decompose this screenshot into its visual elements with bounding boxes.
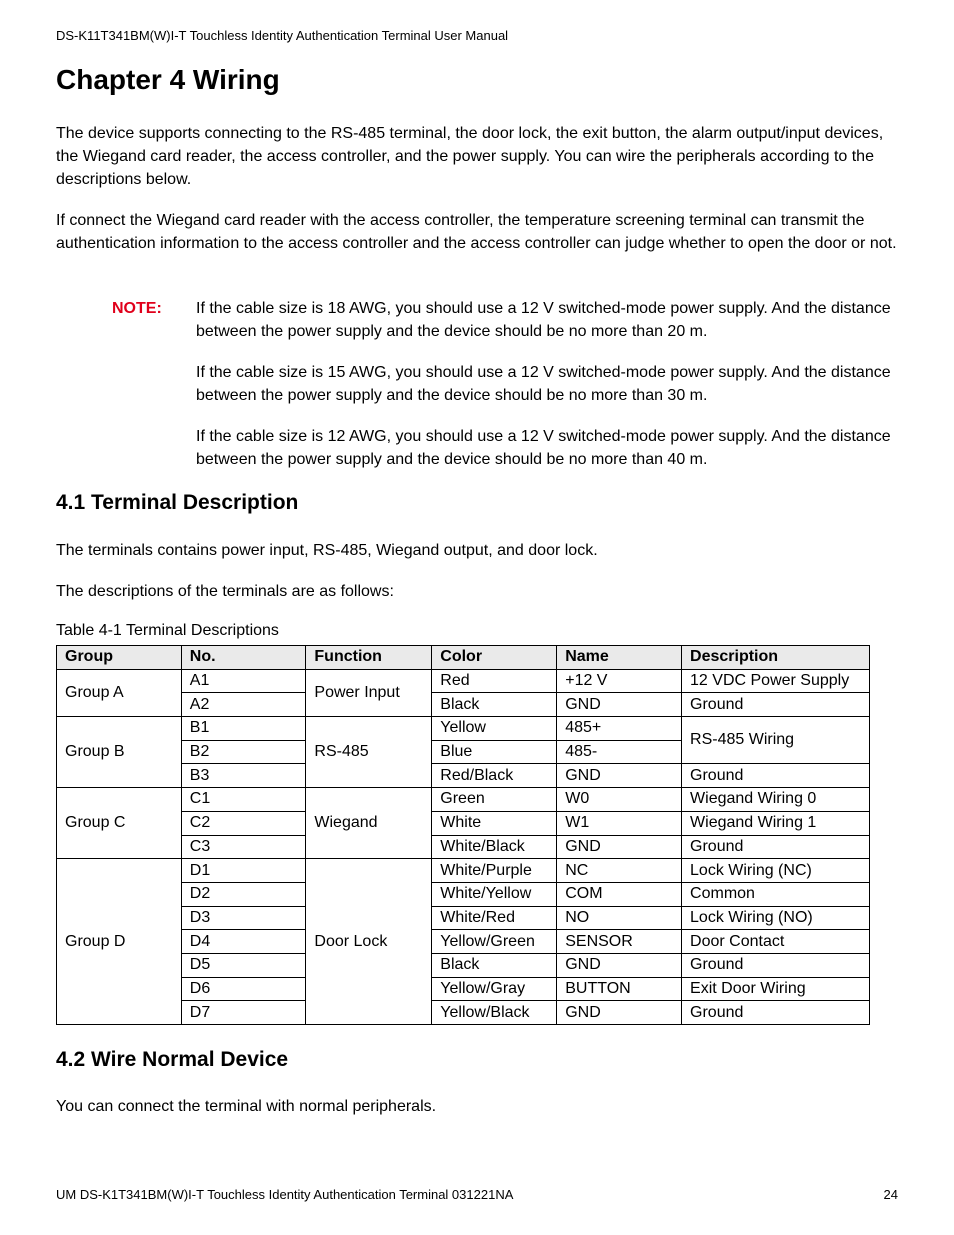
color-cell: White (432, 811, 557, 835)
name-cell: W1 (557, 811, 682, 835)
color-cell: White/Yellow (432, 882, 557, 906)
page-footer (56, 1187, 898, 1202)
table-caption: Table 4-1 Terminal Descriptions (56, 622, 279, 639)
table-row (57, 859, 870, 883)
description-cell: Lock Wiring (NC) (682, 859, 870, 883)
table-header-row (57, 646, 870, 670)
header-color: Color (432, 646, 557, 670)
description-cell: Ground (682, 693, 870, 717)
description-cell: Exit Door Wiring (682, 977, 870, 1001)
name-cell: +12 V (557, 669, 682, 693)
description-cell: Ground (682, 953, 870, 977)
name-cell: 485+ (557, 717, 682, 741)
no-cell: D1 (181, 859, 306, 883)
color-cell: Black (432, 953, 557, 977)
name-cell: COM (557, 882, 682, 906)
no-cell: D3 (181, 906, 306, 930)
color-cell: Yellow/Black (432, 1001, 557, 1025)
color-cell: Black (432, 693, 557, 717)
function-cell: Door Lock (306, 859, 432, 1025)
description-cell: RS-485 Wiring (682, 717, 870, 764)
name-cell: NC (557, 859, 682, 883)
header-name: Name (557, 646, 682, 670)
no-cell: A2 (181, 693, 306, 717)
header-group: Group (57, 646, 182, 670)
function-cell: Wiegand (306, 788, 432, 859)
description-cell: 12 VDC Power Supply (682, 669, 870, 693)
header-no: No. (181, 646, 306, 670)
no-cell: B1 (181, 717, 306, 741)
wire-normal-paragraph: You can connect the terminal with normal peripherals. (56, 1098, 437, 1115)
section-title-terminal-description: 4.1 Terminal Description (56, 491, 299, 514)
color-cell: Blue (432, 740, 557, 764)
name-cell: SENSOR (557, 930, 682, 954)
description-cell: Common (682, 882, 870, 906)
footer-text: UM DS-K1T341BM(W)I-T Touchless Identity Authentication Terminal 031221NA (56, 1187, 514, 1202)
color-cell: Yellow (432, 717, 557, 741)
terminal-paragraph-1: The terminals contains power input, RS-485, Wiegand output, and door lock. (56, 542, 598, 559)
no-cell: C1 (181, 788, 306, 812)
description-cell: Wiegand Wiring 0 (682, 788, 870, 812)
table-row (57, 717, 870, 741)
description-cell: Ground (682, 1001, 870, 1025)
group-cell: Group B (57, 717, 182, 788)
description-cell: Wiegand Wiring 1 (682, 811, 870, 835)
description-cell: Lock Wiring (NO) (682, 906, 870, 930)
name-cell: W0 (557, 788, 682, 812)
color-cell: White/Purple (432, 859, 557, 883)
color-cell: White/Red (432, 906, 557, 930)
name-cell: GND (557, 764, 682, 788)
no-cell: B2 (181, 740, 306, 764)
color-cell: Yellow/Gray (432, 977, 557, 1001)
function-cell: Power Input (306, 669, 432, 716)
description-cell: Door Contact (682, 930, 870, 954)
color-cell: Red (432, 669, 557, 693)
header-description: Description (682, 646, 870, 670)
name-cell: GND (557, 1001, 682, 1025)
function-cell: RS-485 (306, 717, 432, 788)
color-cell: Green (432, 788, 557, 812)
running-header: DS-K11T341BM(W)I-T Touchless Identity Authentication Terminal User Manual (56, 28, 509, 43)
table-row (57, 669, 870, 693)
note-paragraph-3: If the cable size is 12 AWG, you should use a 12 V switched-mode power supply. And the distance between the power supply and the device should be no more than 40 m. (196, 428, 891, 468)
note-paragraph-1: If the cable size is 18 AWG, you should use a 12 V switched-mode power supply. And the distance between the power supply and the device should be no more than 20 m. (196, 300, 891, 340)
group-cell: Group A (57, 669, 182, 716)
no-cell: D7 (181, 1001, 306, 1025)
name-cell: GND (557, 953, 682, 977)
note-paragraph-2: If the cable size is 15 AWG, you should use a 12 V switched-mode power supply. And the distance between the power supply and the device should be no more than 30 m. (196, 364, 891, 404)
no-cell: C2 (181, 811, 306, 835)
note-label: NOTE: (112, 300, 162, 317)
name-cell: 485- (557, 740, 682, 764)
group-cell: Group D (57, 859, 182, 1025)
name-cell: NO (557, 906, 682, 930)
no-cell: B3 (181, 764, 306, 788)
table-row (57, 788, 870, 812)
color-cell: Red/Black (432, 764, 557, 788)
section-title-wire-normal-device: 4.2 Wire Normal Device (56, 1048, 289, 1071)
header-function: Function (306, 646, 432, 670)
color-cell: White/Black (432, 835, 557, 859)
intro-paragraph-1: The device supports connecting to the RS-485 terminal, the door lock, the exit button, the alarm output/input devices, the Wiegand card reader, the access controller, and the power supply. You can wire the peripherals according to the descriptions below. (56, 125, 884, 188)
description-cell: Ground (682, 764, 870, 788)
description-cell: Ground (682, 835, 870, 859)
terminal-paragraph-2: The descriptions of the terminals are as follows: (56, 583, 394, 600)
name-cell: GND (557, 693, 682, 717)
no-cell: D4 (181, 930, 306, 954)
terminal-descriptions-table (56, 645, 870, 1025)
intro-paragraph-2: If connect the Wiegand card reader with the access controller, the temperature screening terminal can transmit the authentication information to the access controller and the access controller can judge whether to open the door or not. (56, 212, 897, 252)
chapter-title: Chapter 4 Wiring (56, 64, 280, 95)
no-cell: C3 (181, 835, 306, 859)
name-cell: BUTTON (557, 977, 682, 1001)
color-cell: Yellow/Green (432, 930, 557, 954)
no-cell: D2 (181, 882, 306, 906)
group-cell: Group C (57, 788, 182, 859)
page-number: 24 (883, 1187, 898, 1202)
no-cell: D5 (181, 953, 306, 977)
name-cell: GND (557, 835, 682, 859)
no-cell: D6 (181, 977, 306, 1001)
no-cell: A1 (181, 669, 306, 693)
